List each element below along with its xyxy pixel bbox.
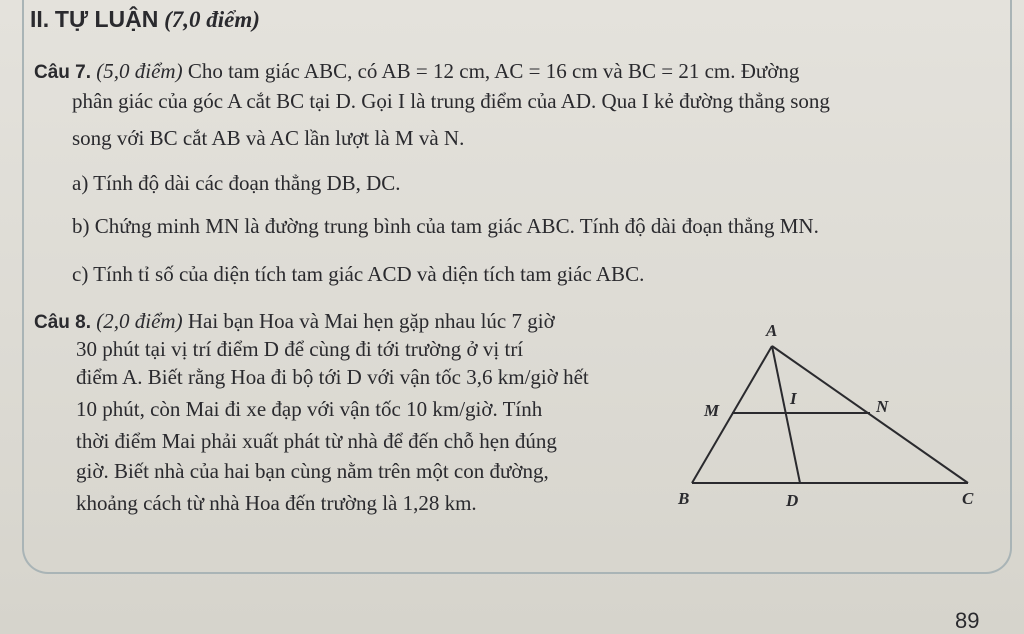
q8-line7: khoảng cách từ nhà Hoa đến trường là 1,28 km. — [76, 491, 477, 515]
q8-line2: 30 phút tại vị trí điểm D để cùng đi tới trường ở vị trí — [76, 337, 524, 361]
section-roman: II. — [30, 6, 50, 32]
q8-line5: thời điểm Mai phải xuất phát từ nhà để đến chỗ hẹn đúng — [76, 429, 557, 453]
q7-head: Câu 7. — [34, 62, 92, 83]
label-A: A — [766, 321, 778, 340]
q7-line2: phân giác của góc A cắt BC tại D. Gọi I là trung điểm của AD. Qua I kẻ đường thẳng song — [72, 89, 830, 113]
q8-head: Câu 8. — [34, 312, 92, 333]
q8-points: (2,0 điểm) — [96, 309, 183, 333]
q8-line3: điểm A. Biết rằng Hoa đi bộ tới D với vận tốc 3,6 km/giờ hết — [76, 365, 589, 389]
triangle-figure — [672, 318, 992, 518]
label-C: C — [962, 489, 974, 508]
q7-line3: song với BC cắt AB và AC lần lượt là M và N. — [72, 126, 465, 150]
page-number: 89 — [955, 608, 980, 633]
label-B: B — [678, 489, 690, 508]
label-I: I — [790, 389, 797, 408]
q8-text-1: Hai bạn Hoa và Mai hẹn gặp nhau lúc 7 giờ — [187, 309, 555, 333]
section-title — [30, 6, 260, 33]
q7-text-1: Cho tam giác ABC, có AB = 12 cm, AC = 16 cm và BC = 21 cm. Đường — [187, 59, 800, 83]
section-name: TỰ LUẬN — [54, 6, 159, 32]
segment-AC — [772, 346, 968, 483]
q7-line1 — [34, 56, 799, 88]
q7-part-b: b) Chứng minh MN là đường trung bình của tam giác ABC. Tính độ dài đoạn thẳng MN. — [72, 214, 819, 238]
q7-part-c: c) Tính tỉ số của diện tích tam giác ACD và diện tích tam giác ABC. — [72, 262, 645, 286]
q7-points: (5,0 điểm) — [96, 59, 183, 83]
section-points: (7,0 điểm) — [164, 7, 260, 32]
label-D: D — [786, 491, 799, 510]
q8-line4: 10 phút, còn Mai đi xe đạp với vận tốc 10 km/giờ. Tính — [76, 397, 543, 421]
segment-AD — [772, 346, 800, 483]
label-N: N — [876, 397, 889, 416]
q8-line6: giờ. Biết nhà của hai bạn cùng nằm trên một con đường, — [76, 459, 549, 483]
q7-part-a: a) Tính độ dài các đoạn thẳng DB, DC. — [72, 171, 401, 195]
label-M: M — [704, 401, 720, 420]
